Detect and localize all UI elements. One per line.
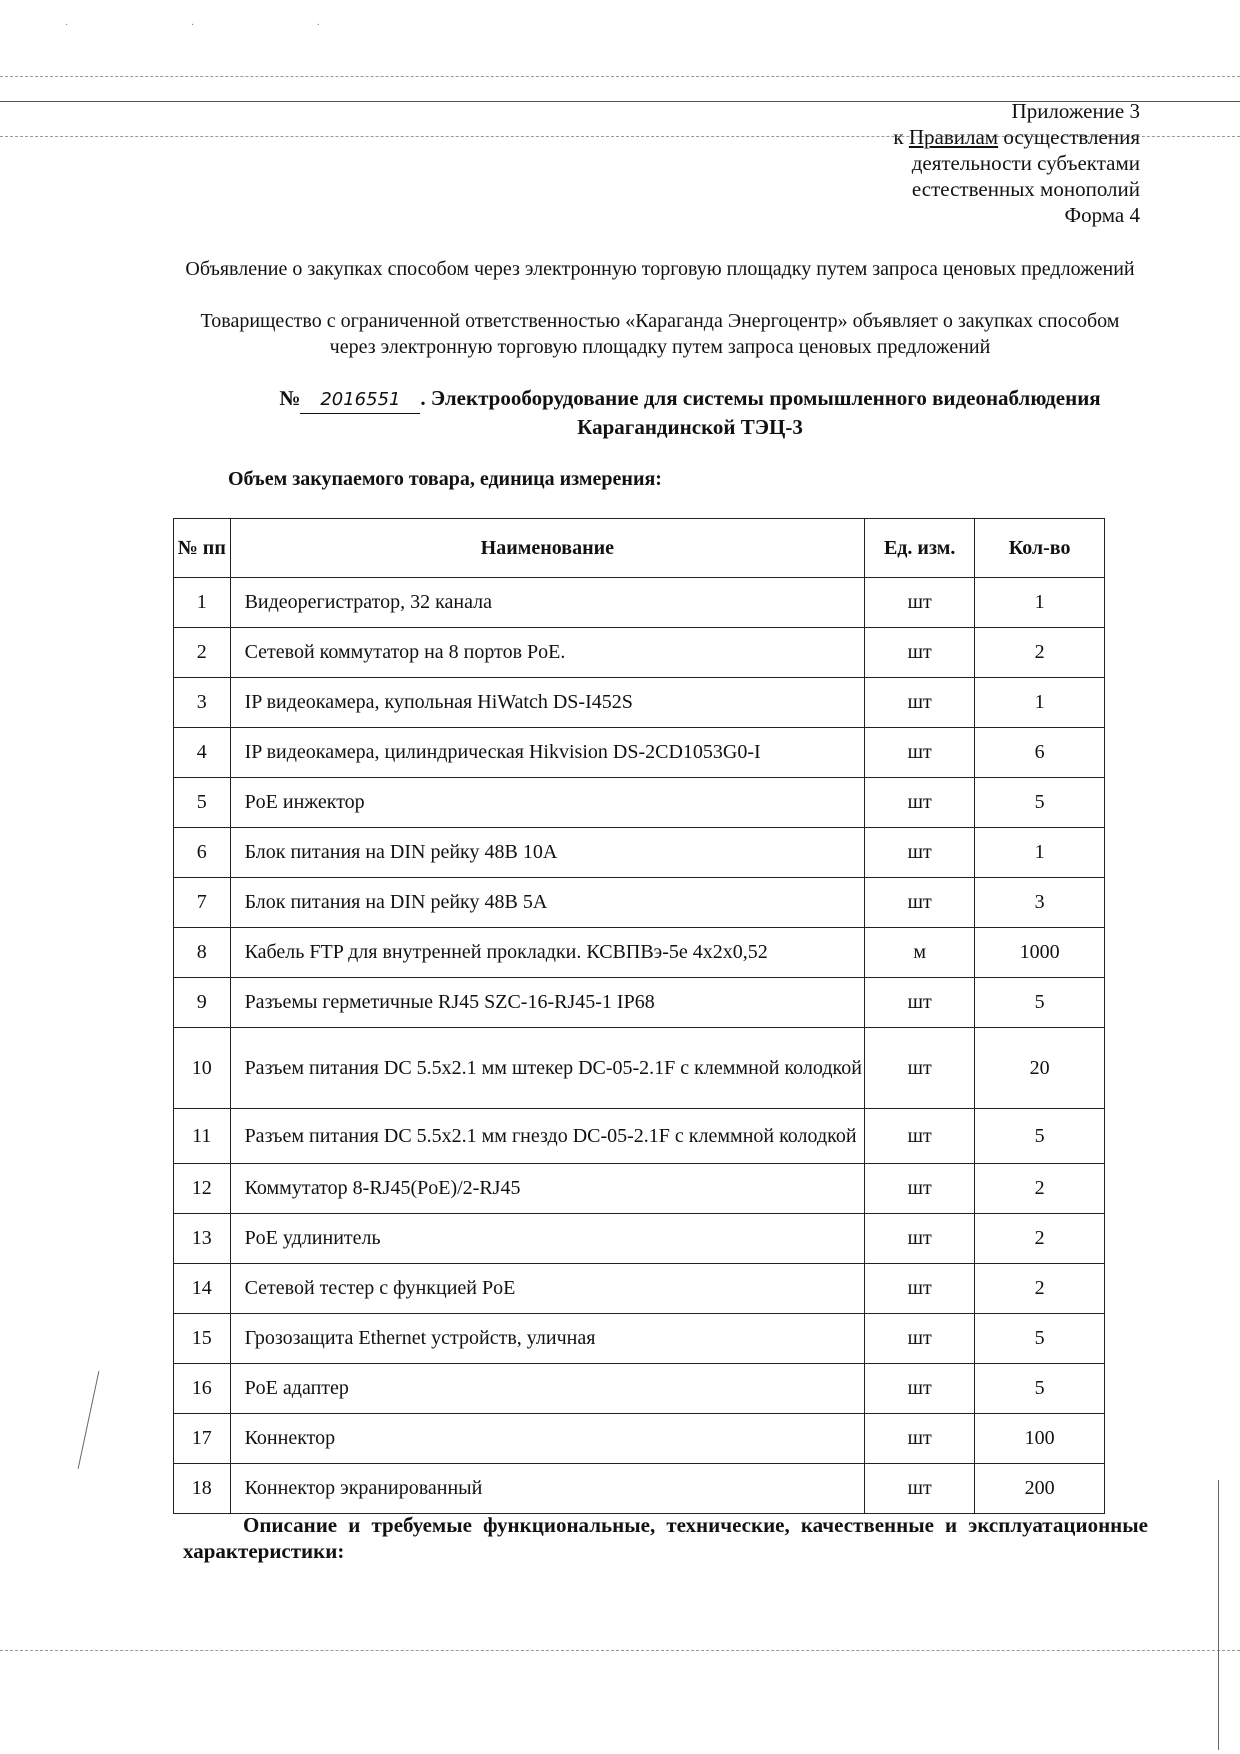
cell-qty: 5: [975, 978, 1105, 1028]
cell-num: 4: [174, 728, 231, 778]
cell-num: 7: [174, 878, 231, 928]
cell-name: Коммутатор 8-RJ45(PoE)/2-RJ45: [230, 1164, 865, 1214]
table-row: [174, 1314, 1105, 1364]
cell-num: 17: [174, 1414, 231, 1464]
cell-qty: 5: [975, 1109, 1105, 1164]
cell-unit: шт: [865, 678, 975, 728]
cell-unit: м: [865, 928, 975, 978]
cell-num: 6: [174, 828, 231, 878]
header-unit: Ед. изм.: [865, 519, 975, 578]
cell-unit: шт: [865, 1214, 975, 1264]
table-row: [174, 628, 1105, 678]
cell-unit: шт: [865, 1164, 975, 1214]
cell-name: PoE инжектор: [230, 778, 865, 828]
scan-line-top: [0, 76, 1240, 77]
cell-name: Видеорегистратор, 32 канала: [230, 578, 865, 628]
announcement-title: Объявление о закупках способом через электронную торговую площадку путем запроса ценовых предложений: [185, 258, 1135, 280]
cell-qty: 1: [975, 578, 1105, 628]
cell-name: IP видеокамера, цилиндрическая Hikvision DS-2CD1053G0-I: [230, 728, 865, 778]
cell-unit: шт: [865, 1028, 975, 1109]
table-row: [174, 1264, 1105, 1314]
cell-unit: шт: [865, 628, 975, 678]
cell-qty: 1: [975, 828, 1105, 878]
cell-name: Блок питания на DIN рейку 48В 10А: [230, 828, 865, 878]
header-qty: Кол-во: [975, 519, 1105, 578]
cell-qty: 1000: [975, 928, 1105, 978]
cell-name: Коннектор: [230, 1414, 865, 1464]
cell-unit: шт: [865, 728, 975, 778]
cell-unit: шт: [865, 978, 975, 1028]
table-header-row: [174, 519, 1105, 578]
lot-prefix: №: [279, 386, 301, 410]
cell-num: 11: [174, 1109, 231, 1164]
cell-num: 10: [174, 1028, 231, 1109]
lot-title: [240, 385, 1140, 441]
cell-qty: 3: [975, 878, 1105, 928]
appendix-line2-prefix: к: [893, 125, 909, 149]
cell-qty: 100: [975, 1414, 1105, 1464]
appendix-line1: Приложение 3: [1011, 99, 1140, 123]
cell-name: Сетевой коммутатор на 8 портов PoE.: [230, 628, 865, 678]
cell-name: Грозозащита Ethernet устройств, уличная: [230, 1314, 865, 1364]
table-row: [174, 1164, 1105, 1214]
margin-mark-left: [78, 1371, 100, 1469]
appendix-line2: [810, 124, 1140, 150]
cell-name: IP видеокамера, купольная HiWatch DS-I452S: [230, 678, 865, 728]
appendix-line4: естественных монополий: [911, 177, 1140, 201]
appendix-line5: Форма 4: [1064, 203, 1140, 227]
cell-qty: 2: [975, 1214, 1105, 1264]
cell-unit: шт: [865, 1414, 975, 1464]
cell-num: 2: [174, 628, 231, 678]
volume-heading: Объем закупаемого товара, единица измерения:: [228, 468, 662, 490]
appendix-line3: деятельности субъектами: [911, 151, 1140, 175]
cell-name: Разъем питания DC 5.5x2.1 мм штекер DC-05-2.1F с клеммной колодкой: [230, 1028, 865, 1109]
lot-number: 2016551: [300, 386, 420, 414]
lot-name: . Электрооборудование для системы промышленного видеонаблюдения Карагандинской ТЭЦ-3: [420, 386, 1101, 439]
announcement-text: Товарищество с ограниченной ответственностью «Караганда Энергоцентр» объявляет о закупках способом через электронную торговую площадку путем запроса ценовых предложений: [200, 310, 1120, 358]
cell-unit: шт: [865, 778, 975, 828]
cell-qty: 200: [975, 1464, 1105, 1514]
cell-unit: шт: [865, 1109, 975, 1164]
cell-qty: 2: [975, 1164, 1105, 1214]
cell-num: 16: [174, 1364, 231, 1414]
cell-qty: 6: [975, 728, 1105, 778]
cell-num: 3: [174, 678, 231, 728]
cell-name: Коннектор экранированный: [230, 1464, 865, 1514]
cell-num: 12: [174, 1164, 231, 1214]
cell-name: Разъемы герметичные RJ45 SZC-16-RJ45-1 IP68: [230, 978, 865, 1028]
cell-num: 14: [174, 1264, 231, 1314]
table-row: [174, 878, 1105, 928]
cell-qty: 20: [975, 1028, 1105, 1109]
rules-link[interactable]: Правилам: [908, 125, 999, 149]
cell-num: 9: [174, 978, 231, 1028]
cell-unit: шт: [865, 1314, 975, 1364]
table-row: [174, 1364, 1105, 1414]
cell-num: 13: [174, 1214, 231, 1264]
cell-qty: 1: [975, 678, 1105, 728]
table-row: [174, 728, 1105, 778]
table-row: [174, 1214, 1105, 1264]
table-body: [174, 578, 1105, 1514]
cell-unit: шт: [865, 1464, 975, 1514]
cell-num: 1: [174, 578, 231, 628]
scan-line-bottom: [0, 1650, 1240, 1651]
cell-num: 15: [174, 1314, 231, 1364]
table-row: [174, 978, 1105, 1028]
cell-name: Разъем питания DC 5.5x2.1 мм гнездо DC-05-2.1F с клеммной колодкой: [230, 1109, 865, 1164]
table-row: [174, 1028, 1105, 1109]
cell-unit: шт: [865, 828, 975, 878]
scan-specks: · · ·: [65, 20, 380, 31]
appendix-line2-suffix: осуществления: [998, 125, 1140, 149]
cell-unit: шт: [865, 1264, 975, 1314]
margin-mark-right: [1218, 1480, 1219, 1750]
appendix-header: [810, 98, 1140, 228]
cell-num: 18: [174, 1464, 231, 1514]
cell-name: PoE адаптер: [230, 1364, 865, 1414]
cell-name: Кабель FTP для внутренней прокладки. КСВПВэ-5е 4х2х0,52: [230, 928, 865, 978]
table-row: [174, 928, 1105, 978]
table-row: [174, 578, 1105, 628]
cell-name: PoE удлинитель: [230, 1214, 865, 1264]
table-row: [174, 1414, 1105, 1464]
description-heading: Описание и требуемые функциональные, технические, качественные и эксплуатационные характеристики:: [183, 1513, 1148, 1563]
cell-name: Блок питания на DIN рейку 48В 5А: [230, 878, 865, 928]
cell-unit: шт: [865, 878, 975, 928]
header-num: № пп: [174, 519, 231, 578]
table-row: [174, 1464, 1105, 1514]
cell-qty: 5: [975, 1314, 1105, 1364]
cell-unit: шт: [865, 1364, 975, 1414]
cell-num: 8: [174, 928, 231, 978]
cell-qty: 5: [975, 778, 1105, 828]
header-name: Наименование: [230, 519, 865, 578]
cell-qty: 5: [975, 1364, 1105, 1414]
cell-num: 5: [174, 778, 231, 828]
table-row: [174, 678, 1105, 728]
table-row: [174, 828, 1105, 878]
cell-qty: 2: [975, 1264, 1105, 1314]
cell-unit: шт: [865, 578, 975, 628]
cell-qty: 2: [975, 628, 1105, 678]
items-table: [173, 518, 1105, 1514]
cell-name: Сетевой тестер с функцией PoE: [230, 1264, 865, 1314]
table-row: [174, 778, 1105, 828]
table-row: [174, 1109, 1105, 1164]
